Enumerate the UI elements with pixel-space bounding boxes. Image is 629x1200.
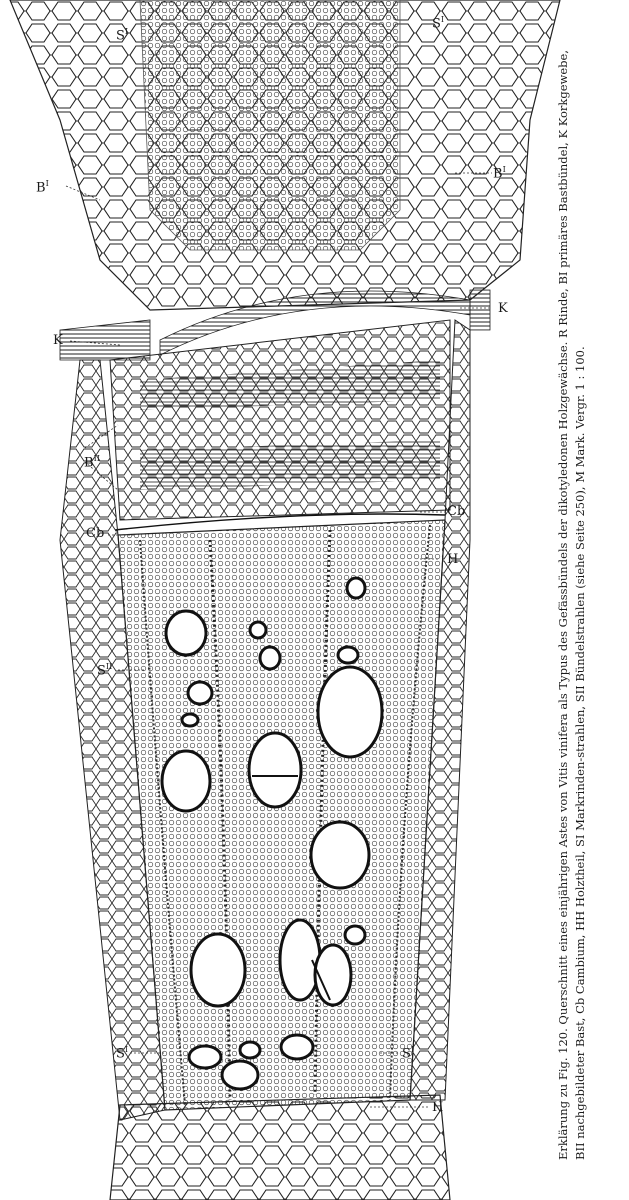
label-h-mid: H	[447, 552, 459, 567]
vessel	[222, 1061, 258, 1089]
label-s1-top-right: $S^I$	[432, 15, 445, 32]
vessel	[182, 714, 198, 726]
vessel	[338, 647, 358, 663]
vessel	[318, 667, 382, 757]
label-s1-bottom-left: $S^I$	[116, 1045, 129, 1062]
label-s1-top-left: $S^I$	[116, 27, 129, 44]
label-k-left: K	[53, 333, 63, 348]
label-b1-left: $B^I$	[36, 179, 49, 196]
label-h-bottom: H	[432, 1100, 444, 1115]
pith-tissue	[110, 1095, 450, 1200]
figure-caption: Erklärung zu Fig. 120. Querschnitt eines einjährigen Astes von Vitis vinifera als Typus des Gefässbündels der dikotyledonen Holzgewächse. R Rinde, BI primäres Bastbündel, K Korkgewebe, BII nachgebildeter Bast, Cb Cambium, HH Holztheil, SI Markrinden-strahlen, SII Bündelstrahlen (siehe Seite 250), M Mark. Vergr. 1 : 100.	[556, 49, 587, 1160]
vessel	[281, 1035, 313, 1059]
vessel	[162, 751, 210, 811]
vessel	[347, 578, 365, 598]
label-k-right: K	[498, 301, 508, 316]
label-cb-right: Cb	[447, 504, 466, 519]
vessel	[166, 611, 206, 655]
label-s1-bottom-right: $S^I$	[402, 1045, 415, 1062]
vessel	[240, 1042, 260, 1058]
vessel	[191, 934, 245, 1006]
vessel	[311, 822, 369, 888]
label-b2-left: $B^{II}$	[84, 454, 100, 471]
vessel	[260, 647, 280, 669]
label-b1-right: $B^I$	[493, 165, 506, 182]
primary-bast-bundle	[140, 0, 400, 250]
vessel	[280, 920, 320, 1000]
vessel	[250, 622, 266, 638]
label-cb-left: Cb	[86, 526, 105, 541]
vessel	[249, 733, 301, 807]
vessel	[345, 926, 365, 944]
cork-tissue-right	[470, 290, 490, 330]
vessel	[315, 945, 351, 1005]
cork-tissue-left	[60, 320, 150, 360]
vessel	[189, 1046, 221, 1068]
vessel	[188, 682, 212, 704]
wood-tissue	[118, 520, 445, 1110]
label-s2-left: $S^{II}$	[97, 662, 113, 679]
